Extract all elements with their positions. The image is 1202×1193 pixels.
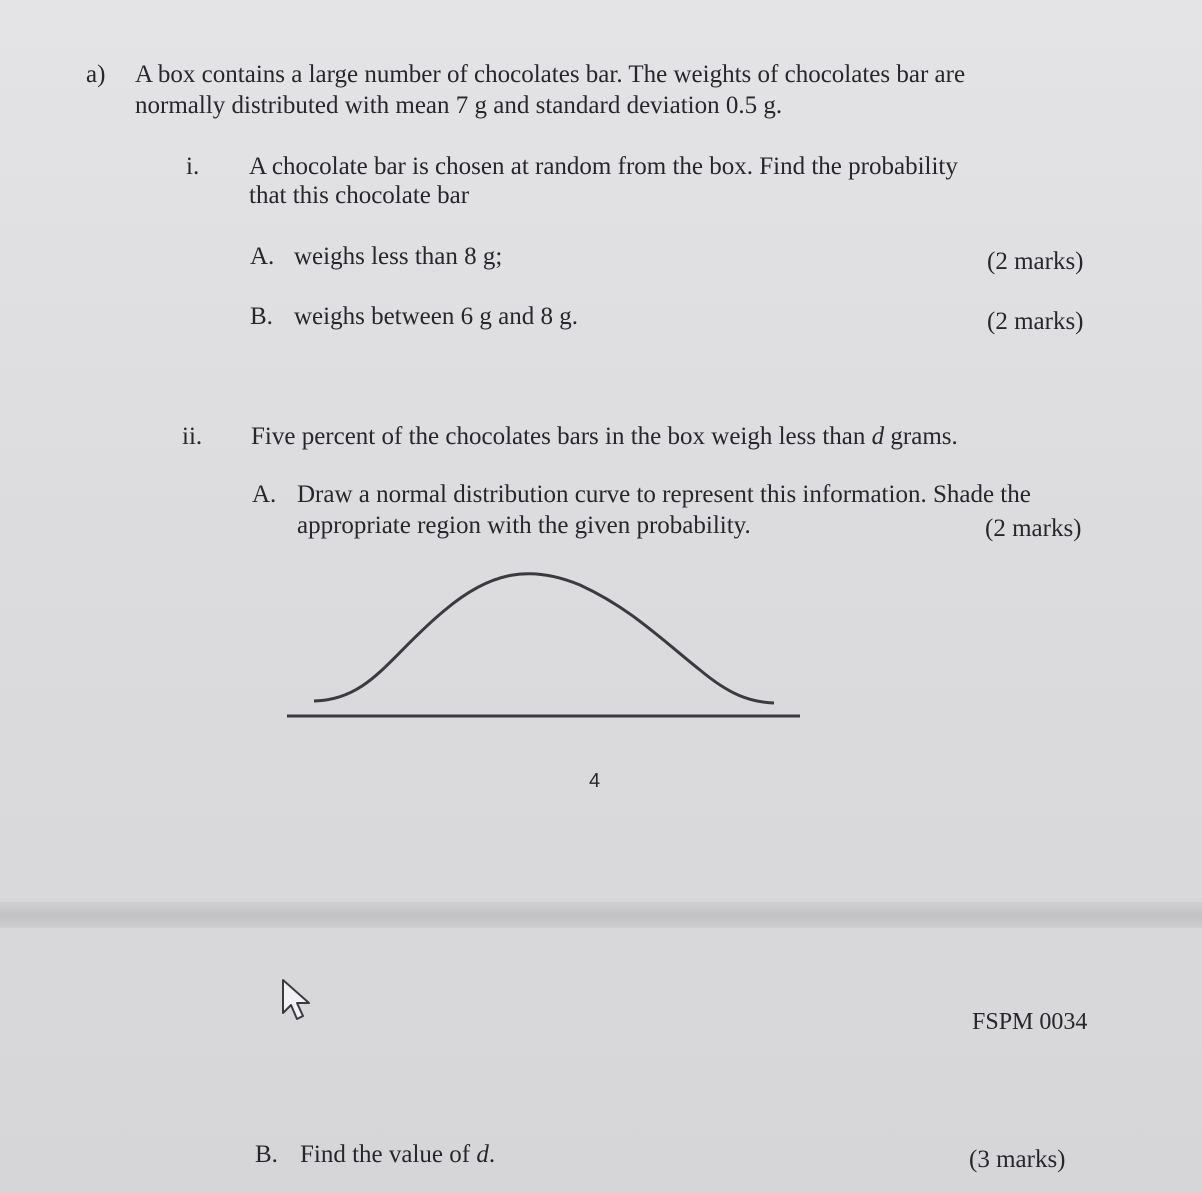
- sub-i-line-1: A chocolate bar is chosen at random from the box. Find the probability: [249, 153, 958, 180]
- sub-i-a-label: A.: [250, 243, 275, 270]
- normal-curve-line: [314, 574, 774, 703]
- sub-ii-label: ii.: [182, 423, 203, 450]
- sub-ii-a-line-1: Draw a normal distribution curve to represent this information. Shade the: [297, 481, 1031, 508]
- normal-curve-icon: [280, 560, 810, 730]
- sub-i-line-2: that this chocolate bar: [249, 182, 470, 209]
- sub-ii-b-text: [300, 1140, 495, 1170]
- intro-line-2: normally distributed with mean 7 g and standard deviation 0.5 g.: [135, 92, 783, 119]
- part-label: a): [86, 61, 106, 88]
- sub-ii-a-label: A.: [252, 481, 277, 508]
- sub-i-a-marks: (2 marks): [987, 248, 1084, 275]
- sub-i-b-label: B.: [250, 303, 273, 330]
- intro-line-1: A box contains a large number of chocolates bar. The weights of chocolates bar are: [135, 61, 966, 88]
- mouse-cursor-icon: [280, 977, 316, 1023]
- sub-ii-a-line-2: appropriate region with the given probability.: [297, 512, 751, 539]
- sub-ii-text-before: Five percent of the chocolates bars in the box weigh less than: [251, 423, 866, 450]
- page-break-divider: [0, 902, 1202, 928]
- variable-d: d: [871, 423, 885, 450]
- page-number: 4: [589, 770, 601, 792]
- sub-ii-text: [251, 422, 958, 452]
- sub-ii-a-marks: (2 marks): [985, 515, 1082, 542]
- sub-ii-b-label: B.: [255, 1141, 278, 1168]
- variable-d-b: d: [476, 1141, 489, 1168]
- sub-ii-b-marks: (3 marks): [969, 1146, 1066, 1173]
- sub-i-b-marks: (2 marks): [987, 308, 1084, 335]
- sub-i-label: i.: [186, 153, 200, 180]
- sub-ii-b-text-before: Find the value of: [300, 1141, 471, 1168]
- sub-ii-b-text-after: .: [488, 1141, 496, 1168]
- sub-ii-text-after: grams.: [890, 423, 958, 450]
- sub-i-b-text: weighs between 6 g and 8 g.: [294, 303, 578, 330]
- sub-i-a-text: weighs less than 8 g;: [294, 243, 503, 270]
- course-code: FSPM 0034: [972, 1009, 1088, 1035]
